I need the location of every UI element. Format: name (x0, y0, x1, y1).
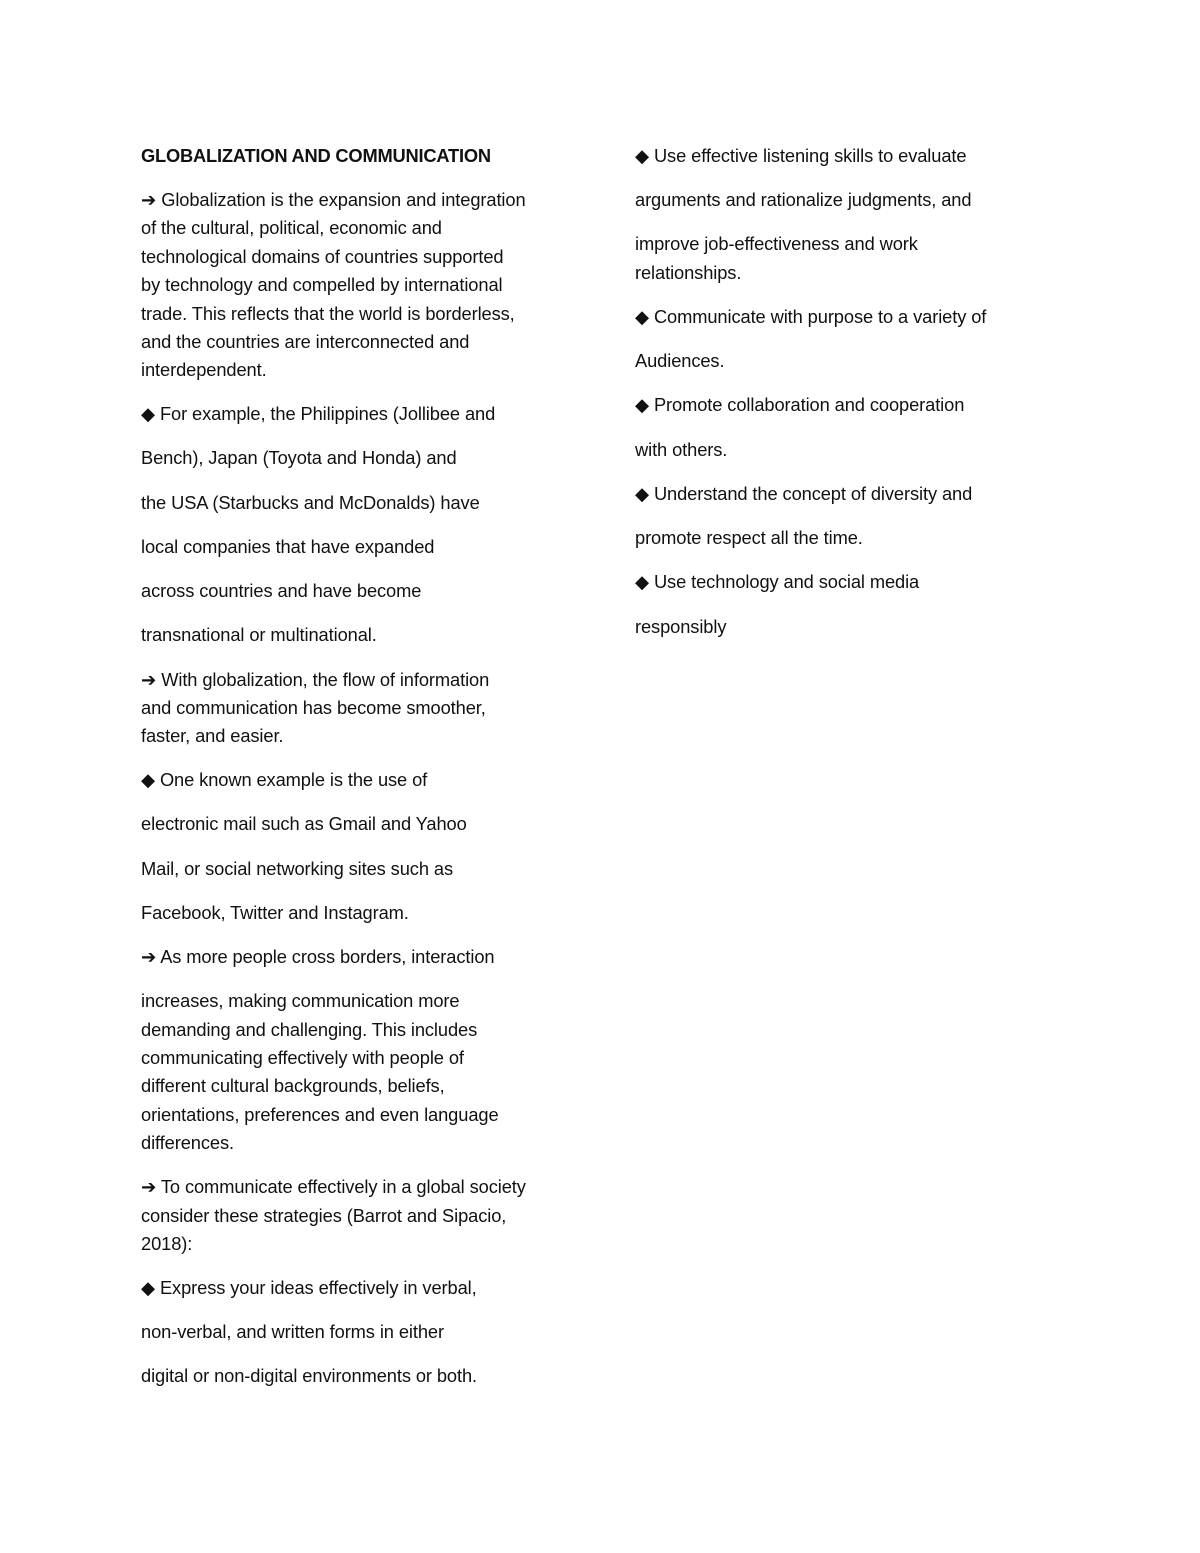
left-text-line: Mail, or social networking sites such as (141, 858, 453, 879)
left-text-line: of the cultural, political, economic and (141, 217, 442, 238)
left-text-line: Facebook, Twitter and Instagram. (141, 902, 409, 923)
document-title: GLOBALIZATION AND COMMUNICATION (141, 145, 491, 166)
right-text-line: ◆ Use technology and social media (635, 571, 920, 592)
left-text-line: technological domains of countries supported (141, 246, 504, 267)
left-text-line: differences. (141, 1132, 234, 1153)
right-text-line: ◆ Use effective listening skills to evaluate (635, 145, 967, 166)
left-text-line: Bench), Japan (Toyota and Honda) and (141, 447, 457, 468)
left-text-line: communicating effectively with people of (141, 1047, 464, 1068)
left-text-line: ◆ One known example is the use of (141, 769, 428, 790)
left-text-line: and the countries are interconnected and (141, 331, 470, 352)
right-text-line: responsibly (635, 616, 727, 637)
right-text-line: Audiences. (635, 350, 725, 371)
right-text-line: relationships. (635, 262, 742, 283)
left-text-line: non-verbal, and written forms in either (141, 1321, 444, 1342)
left-text-line: transnational or multinational. (141, 624, 377, 645)
right-text-line: ◆ Promote collaboration and cooperation (635, 394, 965, 415)
right-text-line: ◆ Understand the concept of diversity and (635, 483, 973, 504)
left-text-line: increases, making communication more (141, 990, 460, 1011)
right-text-line: promote respect all the time. (635, 527, 863, 548)
left-text-line: electronic mail such as Gmail and Yahoo (141, 813, 467, 834)
left-text-line: demanding and challenging. This includes (141, 1019, 478, 1040)
right-text-line: arguments and rationalize judgments, and (635, 189, 972, 210)
left-text-line: ◆ Express your ideas effectively in verbal, (141, 1277, 477, 1298)
left-text-line: local companies that have expanded (141, 536, 435, 557)
left-text-line: by technology and compelled by international (141, 274, 503, 295)
left-text-line: different cultural backgrounds, beliefs, (141, 1075, 445, 1096)
left-text-line: ➔ Globalization is the expansion and integration (141, 189, 526, 210)
left-text-line: 2018): (141, 1233, 193, 1254)
left-text-line: orientations, preferences and even language (141, 1104, 499, 1125)
left-text-line: the USA (Starbucks and McDonalds) have (141, 492, 480, 513)
right-text-line: ◆ Communicate with purpose to a variety of (635, 306, 987, 327)
right-text-line: improve job-effectiveness and work (635, 233, 918, 254)
left-text-line: trade. This reflects that the world is borderless, (141, 303, 515, 324)
left-text-line: ◆ For example, the Philippines (Jollibee and (141, 403, 496, 424)
left-text-line: consider these strategies (Barrot and Sipacio, (141, 1205, 507, 1226)
left-text-line: ➔ To communicate effectively in a global society (141, 1176, 526, 1197)
left-text-line: and communication has become smoother, (141, 697, 486, 718)
right-text-line: with others. (635, 439, 728, 460)
left-text-line: ➔ With globalization, the flow of information (141, 669, 490, 690)
left-text-line: interdependent. (141, 359, 267, 380)
left-text-line: digital or non-digital environments or both. (141, 1365, 478, 1386)
left-text-line: across countries and have become (141, 580, 422, 601)
left-text-line: faster, and easier. (141, 725, 284, 746)
left-text-line: ➔ As more people cross borders, interaction (141, 946, 495, 967)
